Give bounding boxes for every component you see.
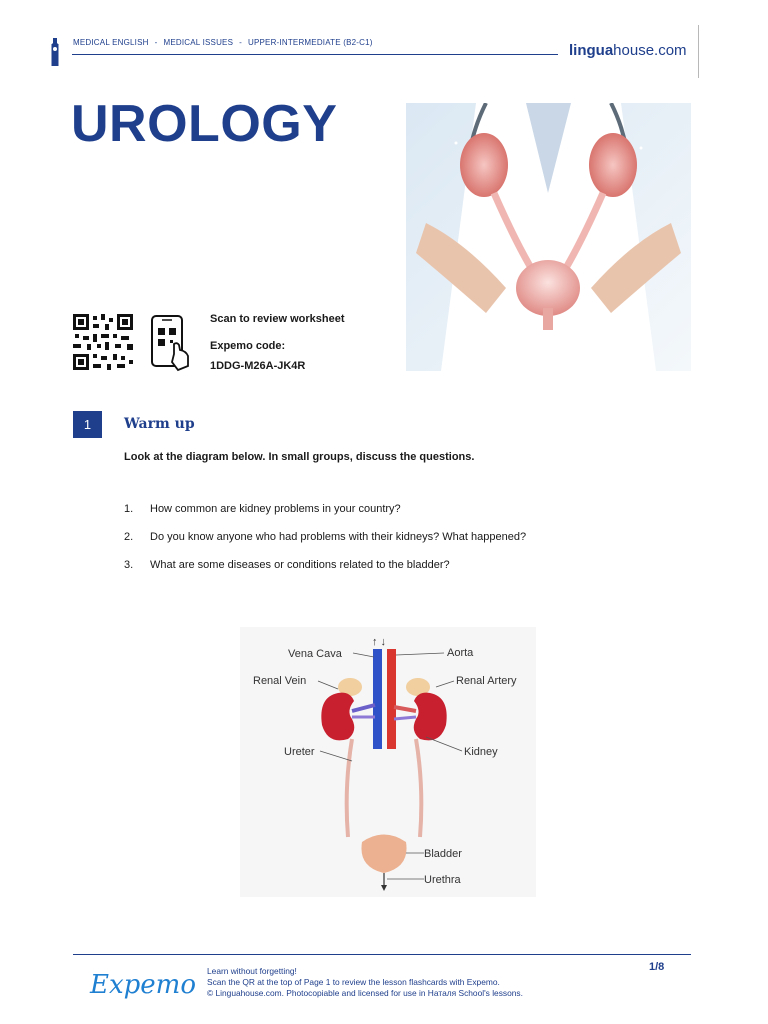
aorta-vessel (387, 649, 396, 749)
expemo-logo[interactable]: Expemo (90, 970, 196, 1000)
hero-image-urology (406, 103, 691, 371)
breadcrumb: MEDICAL ENGLISH - MEDICAL ISSUES - UPPER-INTERMEDIATE (B2-C1) (73, 38, 373, 47)
expemo-code-label: Expemo code: (210, 340, 286, 352)
question-item: 1. How common are kidney problems in your country? (124, 503, 401, 515)
urinary-system-diagram (240, 627, 536, 897)
big-ben-icon (50, 38, 60, 66)
kidney-right (414, 693, 447, 741)
vena-cava-vessel (373, 649, 382, 749)
header-divider (72, 54, 558, 55)
label-kidney: Kidney (464, 746, 498, 758)
question-item: 3. What are some diseases or conditions related to the bladder? (124, 559, 450, 571)
label-bladder: Bladder (424, 848, 462, 860)
linguahouse-logo[interactable]: linguahouse.com (569, 42, 687, 59)
qr-code-icon[interactable] (73, 314, 133, 370)
label-renal-vein: Renal Vein (253, 675, 307, 687)
flow-arrows-label: ↑ ↓ (372, 636, 387, 648)
scan-title: Scan to review worksheet (210, 313, 345, 325)
label-ureter: Ureter (284, 746, 315, 758)
expemo-code-value: 1DDG-M26A-JK4R (210, 360, 306, 372)
breadcrumb-item[interactable]: MEDICAL ISSUES (163, 38, 234, 47)
breadcrumb-item[interactable]: UPPER-INTERMEDIATE (B2-C1) (248, 38, 373, 47)
label-aorta: Aorta (447, 647, 474, 659)
page-header (50, 30, 700, 80)
section-instruction: Look at the diagram below. In small groups, discuss the questions. (124, 451, 475, 463)
section-title: Warm up (124, 416, 195, 432)
kidney-left (321, 693, 354, 741)
label-vena-cava: Vena Cava (288, 648, 342, 660)
ureter-right (416, 739, 421, 837)
renal-artery-right (394, 707, 416, 711)
phone-scan-icon (150, 314, 192, 372)
footer-divider (73, 954, 691, 955)
bladder-shape (361, 835, 406, 874)
ureter-left (347, 739, 352, 837)
page-number: 1/8 (649, 961, 665, 973)
footer-text: Learn without forgetting! Scan the QR at the top of Page 1 to review the lesson flashcards with Expemo. © Linguahouse.com. Photocopiable and licensed for use in Наталя School's lessons. (207, 966, 523, 998)
section-number-badge: 1 (73, 411, 102, 438)
label-renal-artery: Renal Artery (456, 675, 517, 687)
question-item: 2. Do you know anyone who had problems with their kidneys? What happened? (124, 531, 527, 543)
breadcrumb-item[interactable]: MEDICAL ENGLISH (73, 38, 149, 47)
label-urethra: Urethra (424, 874, 461, 886)
header-vertical-divider (698, 25, 699, 78)
renal-vein-left (352, 705, 375, 711)
page-title: UROLOGY (71, 95, 338, 153)
